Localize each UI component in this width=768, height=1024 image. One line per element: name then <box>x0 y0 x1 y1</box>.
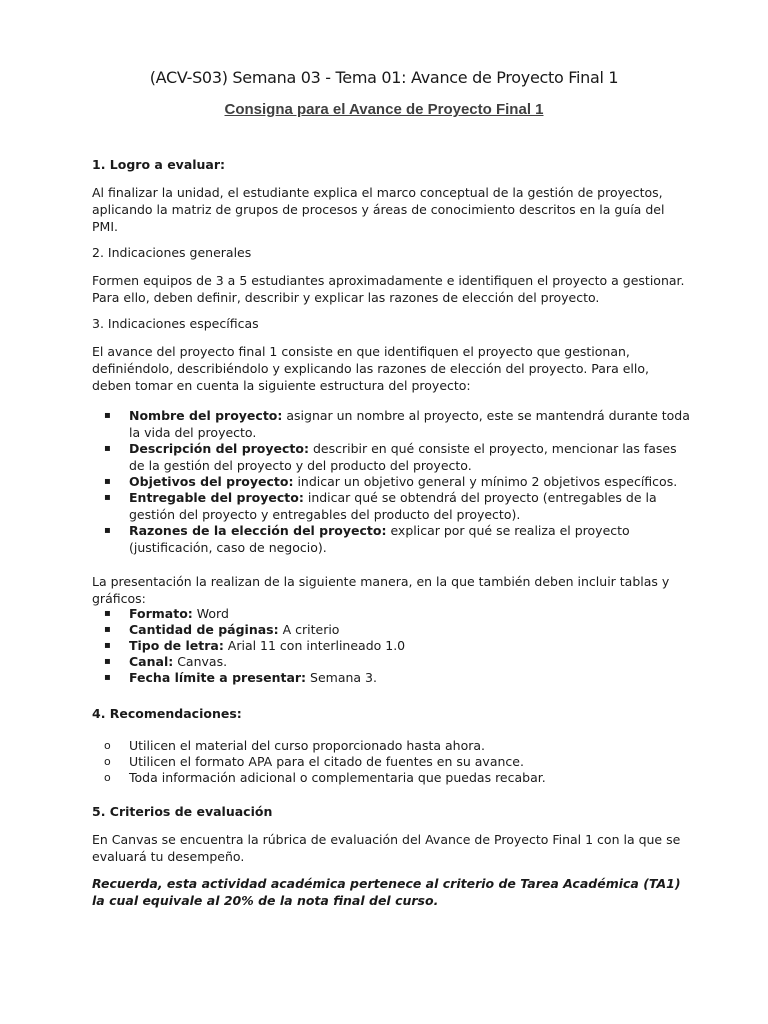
item-label: Razones de la elección del proyecto: <box>129 523 387 538</box>
square-bullet-icon: ▪ <box>104 525 111 536</box>
item-label: Objetivos del proyecto: <box>129 474 294 489</box>
item-text: indicar qué se obtendrá del proyecto (entregables de la gestión del proyecto y entregables del producto del proyecto). <box>129 490 657 522</box>
list-item <box>92 738 692 755</box>
item-text: Arial 11 con interlineado 1.0 <box>223 638 406 653</box>
square-bullet-icon: ▪ <box>104 624 111 635</box>
item-text: describir en qué consiste el proyecto, mencionar las fases de la gestión del proyecto y del producto del proyecto. <box>129 441 677 473</box>
item-label: Canal: <box>129 654 174 669</box>
section-5-body: En Canvas se encuentra la rúbrica de evaluación del Avance de Proyecto Final 1 con la que se evaluará tu desempeño. <box>92 832 681 864</box>
presentation-intro: La presentación la realizan de la siguiente manera, en la que también deben incluir tablas y gráficos: <box>92 574 670 606</box>
section-3-heading: 3. Indicaciones específicas <box>92 316 259 331</box>
square-bullet-icon: ▪ <box>104 443 111 454</box>
list-item <box>92 474 692 491</box>
section-1-heading: 1. Logro a evaluar: <box>92 157 226 172</box>
document-title: (ACV-S03) Semana 03 - Tema 01: Avance de Proyecto Final 1 <box>149 68 619 87</box>
list-item <box>92 606 692 623</box>
square-bullet-icon: ▪ <box>104 410 111 421</box>
item-text: A criterio <box>278 622 340 637</box>
circle-bullet-icon: o <box>104 771 111 784</box>
square-bullet-icon: ▪ <box>104 476 111 487</box>
list-item <box>92 441 692 474</box>
list-item <box>92 754 692 771</box>
square-bullet-icon: ▪ <box>104 656 111 667</box>
document-subtitle: Consigna para el Avance de Proyecto Final 1 <box>224 101 544 118</box>
item-text: Word <box>192 606 229 621</box>
list-item <box>92 490 692 523</box>
list-item <box>92 770 692 787</box>
item-text: Utilicen el material del curso proporcionado hasta ahora. <box>129 738 486 753</box>
section-4-heading: 4. Recomendaciones: <box>92 706 242 721</box>
item-label: Descripción del proyecto: <box>129 441 309 456</box>
list-item <box>92 523 692 556</box>
circle-bullet-icon: o <box>104 755 111 768</box>
section-1-body: Al finalizar la unidad, el estudiante explica el marco conceptual de la gestión de proyectos, aplicando la matriz de grupos de procesos y áreas de conocimiento descritos en la guía del PMI. <box>92 185 665 234</box>
list-item <box>92 622 692 639</box>
closing-note: Recuerda, esta actividad académica pertenece al criterio de Tarea Académica (TA1) la cual equivale al 20% de la nota final del curso. <box>92 876 681 908</box>
item-text: Semana 3. <box>306 670 377 685</box>
section-2-heading: 2. Indicaciones generales <box>92 245 252 260</box>
item-text: Toda información adicional o complementaria que puedas recabar. <box>129 770 546 785</box>
item-label: Tipo de letra: <box>129 638 224 653</box>
item-text: Canvas. <box>173 654 228 669</box>
list-item <box>92 654 692 671</box>
item-label: Cantidad de páginas: <box>129 622 279 637</box>
item-text: Utilicen el formato APA para el citado de fuentes en su avance. <box>129 754 524 769</box>
item-text: asignar un nombre al proyecto, este se mantendrá durante toda la vida del proyecto. <box>129 408 690 440</box>
list-item <box>92 638 692 655</box>
list-item <box>92 408 692 441</box>
item-label: Nombre del proyecto: <box>129 408 283 423</box>
section-5-heading: 5. Criterios de evaluación <box>92 804 273 819</box>
square-bullet-icon: ▪ <box>104 608 111 619</box>
circle-bullet-icon: o <box>104 739 111 752</box>
list-item <box>92 670 692 687</box>
section-2-body: Formen equipos de 3 a 5 estudiantes aproximadamente e identifiquen el proyecto a gestionar. Para ello, deben definir, describir y explicar las razones de elección del proyecto. <box>92 273 685 305</box>
section-3-body: El avance del proyecto final 1 consiste en que identifiquen el proyecto que gestionan, definiéndolo, describiéndolo y explicando las razones de elección del proyecto. Para ello, deben tomar en cuenta la siguiente estructura del proyecto: <box>92 344 649 393</box>
square-bullet-icon: ▪ <box>104 640 111 651</box>
item-label: Entregable del proyecto: <box>129 490 304 505</box>
square-bullet-icon: ▪ <box>104 672 111 683</box>
item-label: Formato: <box>129 606 193 621</box>
square-bullet-icon: ▪ <box>104 492 111 503</box>
item-label: Fecha límite a presentar: <box>129 670 307 685</box>
item-text: explicar por qué se realiza el proyecto (justificación, caso de negocio). <box>129 523 630 555</box>
item-text: indicar un objetivo general y mínimo 2 objetivos específicos. <box>293 474 678 489</box>
